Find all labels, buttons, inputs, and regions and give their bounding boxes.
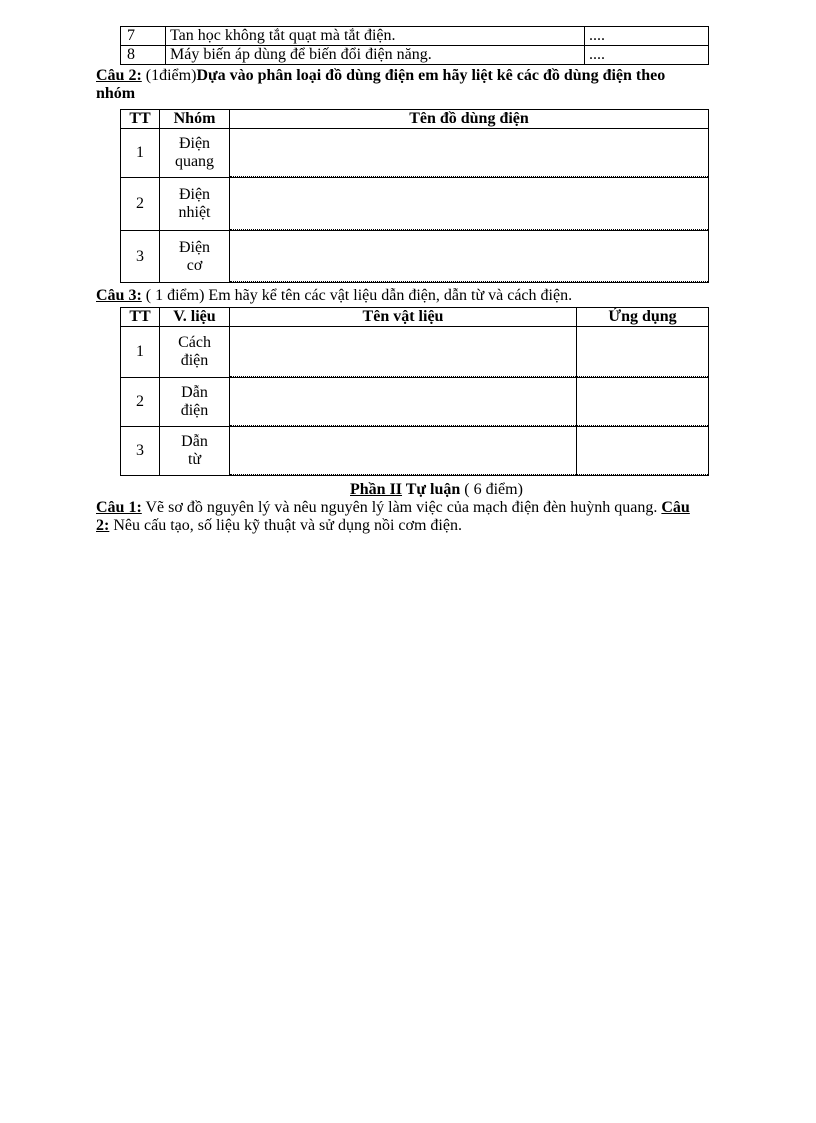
group-line: Điện (178, 238, 211, 256)
col-header-material: V. liệu (160, 308, 230, 327)
material-cell (160, 427, 230, 476)
col-header-tt: TT (121, 308, 160, 327)
group-cell (160, 178, 230, 231)
appliance-input[interactable] (230, 129, 709, 178)
question-text: Vẽ sơ đồ nguyên lý và nêu nguyên lý làm việc của mạch điện đèn huỳnh quang. (141, 499, 658, 516)
group-line: nhiệt (178, 204, 211, 221)
essay-question-2 (96, 517, 462, 535)
table-header (121, 308, 709, 327)
question-label: Câu (661, 499, 690, 516)
material-line: Cách (178, 334, 211, 351)
question-label: 2: (96, 517, 110, 534)
part-2-heading (350, 481, 523, 499)
essay-question-1 (96, 499, 690, 517)
question-text: Dựa vào phân loại đồ dùng điện em hãy liệt kê các đồ dùng điện theo (196, 67, 666, 84)
question-text: Nêu cấu tạo, số liệu kỹ thuật và sử dụng nồi cơm điện. (109, 517, 462, 534)
part-title: Phần II (350, 481, 403, 498)
col-header-application: Ứng dụng (577, 308, 709, 327)
group-line: cơ (186, 256, 203, 274)
material-line: điện (180, 352, 209, 369)
question-label: Câu 2: (96, 67, 142, 84)
material-name-input[interactable] (230, 327, 577, 378)
material-name-input[interactable] (230, 427, 577, 476)
group-line: Điện (178, 135, 211, 152)
material-cell (160, 327, 230, 378)
appliance-table (120, 109, 709, 283)
table-row (121, 427, 709, 476)
material-line: Dẫn (181, 384, 208, 401)
table-row (121, 231, 709, 283)
col-header-material-name: Tên vật liệu (230, 308, 577, 327)
material-line: Dẫn (181, 433, 208, 450)
application-input[interactable] (577, 427, 709, 476)
question-points: (1điểm) (141, 67, 197, 84)
table-row (121, 46, 709, 65)
appliance-input[interactable] (230, 231, 709, 283)
row-number: 3 (121, 427, 160, 476)
question-2 (96, 67, 665, 85)
row-number: 7 (121, 27, 166, 46)
col-header-appliance: Tên đồ dùng điện (230, 110, 709, 129)
appliance-input[interactable] (230, 178, 709, 231)
material-line: từ (187, 451, 202, 468)
col-header-group: Nhóm (160, 110, 230, 129)
material-table (120, 307, 709, 476)
statement-text: Máy biến áp dùng để biến đổi điện năng. (166, 46, 585, 65)
row-number: 8 (121, 46, 166, 65)
table-row (121, 327, 709, 378)
table-row (121, 178, 709, 231)
group-cell (160, 231, 230, 283)
statement-text: Tan học không tắt quạt mà tắt điện. (166, 27, 585, 46)
group-line: quang (174, 153, 215, 170)
part-points: ( 6 điểm) (460, 481, 523, 498)
answer-cell[interactable]: .... (585, 27, 709, 46)
question-label: Câu 1: (96, 499, 142, 516)
question-text: ( 1 điểm) Em hãy kể tên các vật liệu dẫn điện, dẫn từ và cách điện. (141, 287, 573, 304)
col-header-tt: TT (121, 110, 160, 129)
material-line: điện (180, 402, 209, 419)
table-row (121, 27, 709, 46)
application-input[interactable] (577, 378, 709, 427)
application-input[interactable] (577, 327, 709, 378)
material-name-input[interactable] (230, 378, 577, 427)
question-2-cont: nhóm (96, 85, 136, 102)
row-number: 3 (121, 231, 160, 283)
row-number: 2 (121, 178, 160, 231)
group-line: Điện (178, 186, 211, 203)
material-cell (160, 378, 230, 427)
row-number: 2 (121, 378, 160, 427)
table-header (121, 110, 709, 129)
question-3 (96, 287, 572, 305)
group-cell (160, 129, 230, 178)
row-number: 1 (121, 129, 160, 178)
question-label: Câu 3: (96, 287, 142, 304)
answer-cell[interactable]: .... (585, 46, 709, 65)
statement-table (120, 26, 709, 65)
table-row (121, 129, 709, 178)
row-number: 1 (121, 327, 160, 378)
table-row (121, 378, 709, 427)
part-subtitle: Tự luận (402, 481, 461, 498)
